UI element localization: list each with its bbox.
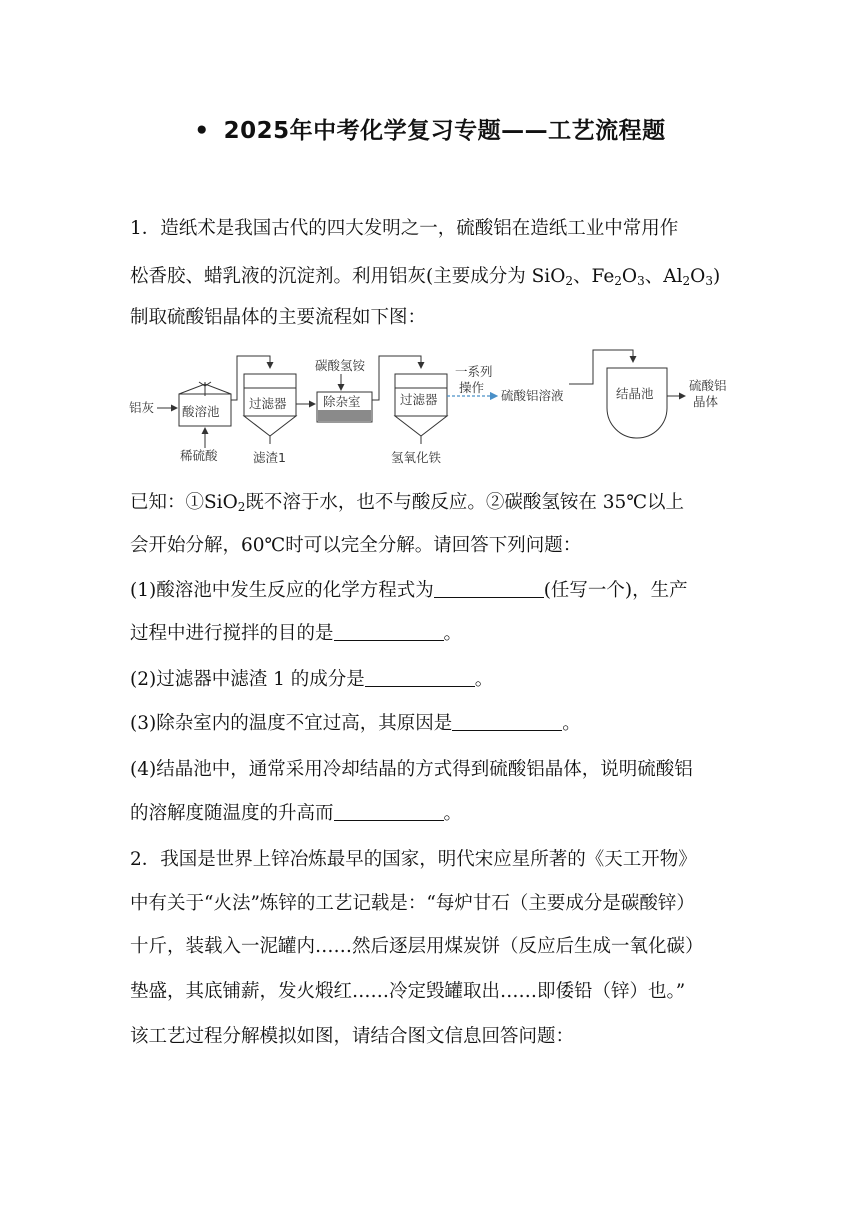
q1-part-1-line-1: (1)酸溶池中发生反应的化学方程式为 (任写一个)，生产 [130, 580, 688, 601]
answer-blank[interactable] [365, 668, 475, 687]
filter-2 [395, 374, 447, 444]
q2-line-1: 2．我国是世界上锌冶炼最早的国家，明代宋应星所著的《天工开物》 [130, 849, 697, 870]
label-filter-2: 过滤器 [400, 392, 438, 407]
q2-line-5: 该工艺过程分解模拟如图，请结合图文信息回答问题： [130, 1026, 575, 1047]
label-crystal-pool: 结晶池 [616, 386, 654, 401]
label-iron-hydroxide: 氢氧化铁 [391, 450, 442, 465]
label-ammonium-bicarbonate: 碳酸氢铵 [315, 358, 366, 373]
label-product-1: 硫酸铝 [689, 378, 727, 393]
answer-blank[interactable] [334, 622, 444, 641]
q1-part-3: (3)除杂室内的温度不宜过高，其原因是 。 [130, 713, 581, 734]
label-series-ops-2: 操作 [459, 380, 485, 395]
purification-room [317, 392, 372, 422]
q2-line-4: 垫盛，其底铺薪，发火煅红……冷定毁罐取出……即倭铅（锌）也。” [130, 981, 686, 1002]
q1-line-2: 松香胶、蜡乳液的沉淀剂。利用铝灰(主要成分为 SiO$_2$、$Fe_2O_3$、$Al_2O_3$) [130, 266, 721, 288]
label-filter-1: 过滤器 [249, 396, 287, 411]
q1-part-4-line-1: (4)结晶池中，通常采用冷却结晶的方式得到硫酸铝晶体，说明硫酸铝 [130, 759, 693, 780]
q1-known-2: 会开始分解，60℃时可以完全分解。请回答下列问题： [130, 535, 582, 556]
label-series-ops-1: 一系列 [455, 364, 493, 379]
page-title: • 2025年中考化学复习专题——工艺流程题 [194, 118, 666, 144]
answer-blank[interactable] [334, 802, 444, 821]
crystallization-pool [607, 368, 667, 438]
filter-1 [244, 374, 296, 444]
acid-dissolving-tank [179, 382, 231, 426]
label-residue-1: 滤渣1 [253, 450, 286, 465]
label-purification-room: 除杂室 [323, 394, 361, 409]
q1-part-1-line-2: 过程中进行搅拌的目的是 。 [130, 623, 463, 644]
answer-blank[interactable] [434, 579, 544, 598]
q1-part-2: (2)过滤器中滤渣 1 的成分是 。 [130, 669, 494, 690]
label-dilute-sulfuric-acid: 稀硫酸 [180, 448, 218, 463]
q1-line-3: 制取硫酸铝晶体的主要流程如下图： [130, 307, 427, 328]
process-flow-diagram [125, 344, 745, 474]
q2-line-2: 中有关于“火法”炼锌的工艺记载是：“每炉甘石（主要成分是碳酸锌） [130, 893, 695, 914]
q1-line-1: 1．造纸术是我国古代的四大发明之一，硫酸铝在造纸工业中常用作 [130, 218, 679, 239]
q2-line-3: 十斤，装载入一泥罐内……然后逐层用煤炭饼（反应后生成一氧化碳） [130, 936, 704, 957]
label-acid-pool: 酸溶池 [182, 404, 220, 419]
answer-blank[interactable] [452, 712, 562, 731]
label-aluminum-ash: 铝灰 [129, 400, 155, 415]
label-product-2: 晶体 [693, 394, 719, 409]
bullet-icon: • [194, 118, 210, 144]
q1-part-4-line-2: 的溶解度随温度的升高而 。 [130, 803, 463, 824]
q1-known-1: 已知：①SiO$_2$既不溶于水，也不与酸反应。②碳酸氢铵在 35℃以上 [130, 492, 685, 514]
label-al-sulfate-solution: 硫酸铝溶液 [501, 388, 564, 403]
